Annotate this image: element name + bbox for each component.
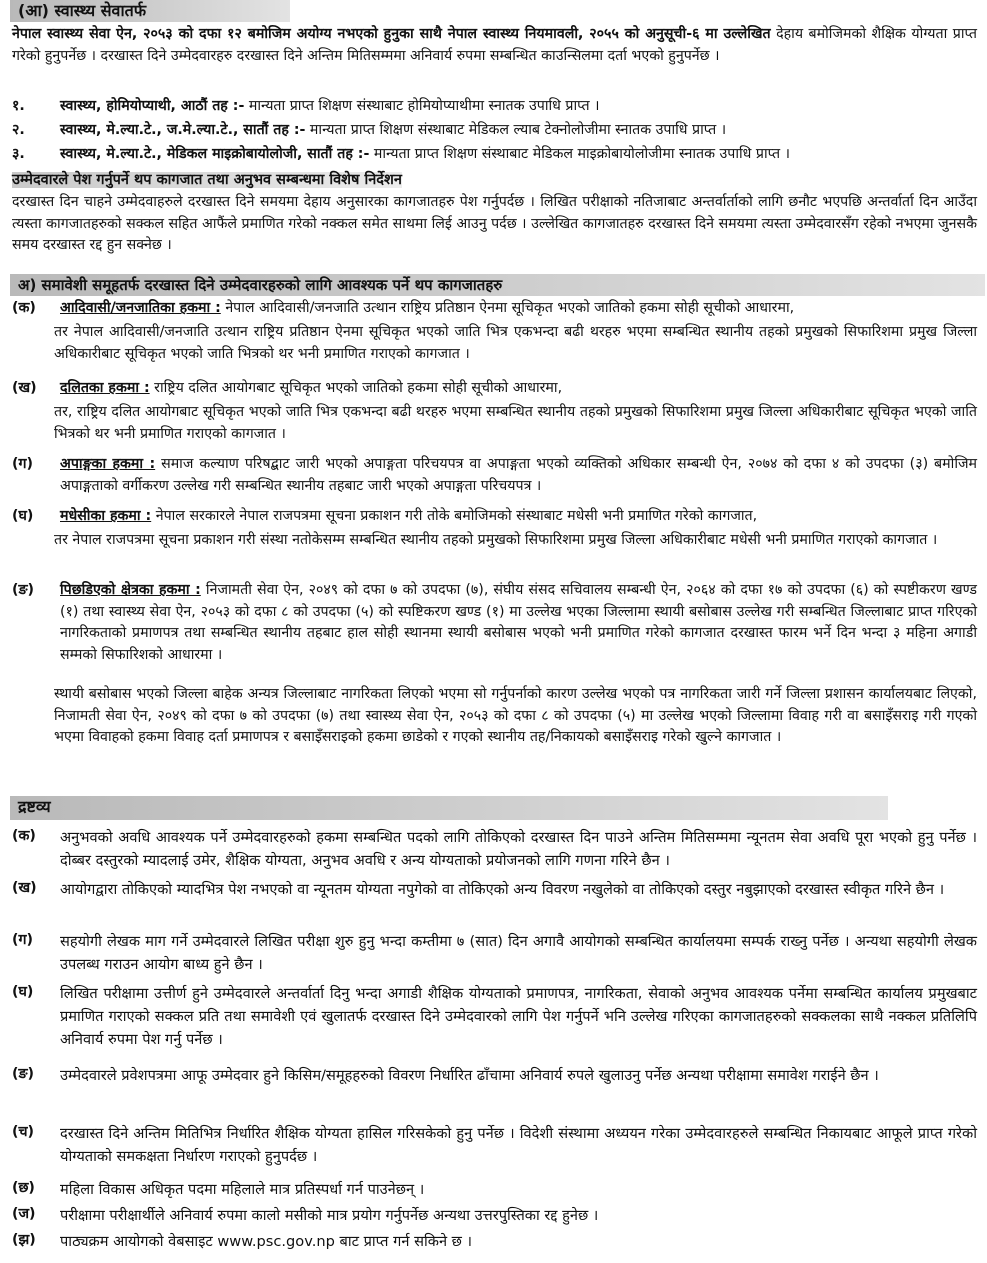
item-number: (ख) <box>12 380 37 396</box>
note-item-ja <box>12 1204 977 1227</box>
intro-bold-text: नेपाल स्वास्थ्य सेवा ऐन, २०५३ को दफा १२ बमोजिम अयोग्य नभएको हुनुका साथै नेपाल स्वास्थ्य नियमावली, २०५५ को अनुसूची-६ मा उल्लेखित <box>12 26 771 42</box>
inclusive-item-nga <box>12 580 977 666</box>
item-label: पिछडिएको क्षेत्रका हकमा : <box>60 582 201 598</box>
item-text: मान्यता प्राप्त शिक्षण संस्थाबाट होमियोप्याथीमा स्नातक उपाधि प्राप्त । <box>248 98 600 114</box>
note-item-gha <box>12 982 977 1051</box>
item-number: १. <box>12 98 25 114</box>
note-text: महिला विकास अधिकृत पदमा महिलाले मात्र प्रतिस्पर्धा गर्न पाउनेछन् । <box>60 1181 425 1198</box>
note-number: (ख) <box>12 880 37 896</box>
inclusive-item-ga <box>12 454 977 497</box>
item-label: मधेसीका हकमा : <box>60 508 152 524</box>
notes-heading: द्रष्टव्य <box>10 796 888 820</box>
qualification-item-2 <box>12 120 977 142</box>
note-text: आयोगद्वारा तोकिएको म्यादभित्र पेश नभएको वा न्यूनतम योग्यता नपुगेको वा तोकिएको अन्य विवरण नखुलेको वा तोकिएको दस्तुर नबुझाएको दरखास्त स्वीकृत गरिने छैन । <box>60 881 945 898</box>
note-text: पाठ्यक्रम आयोगको वेबसाइट www.psc.gov.np बाट प्राप्त गर्न सकिने छ । <box>60 1233 473 1250</box>
note-number: (च) <box>12 1124 34 1140</box>
item-title: स्वास्थ्य, मे.ल्या.टे., मेडिकल माइक्रोबायोलोजी, सातौं तह :- <box>60 146 370 162</box>
item-title: स्वास्थ्य, होमियोप्याथी, आठौं तह :- <box>60 98 245 114</box>
note-text: परीक्षामा परीक्षार्थीले अनिवार्य रुपमा कालो मसीको मात्र प्रयोग गर्नुपर्नेछ अन्यथा उत्तरपुस्तिका रद्द हुनेछ । <box>60 1207 599 1224</box>
note-number: (छ) <box>12 1180 35 1196</box>
inclusive-item-nga-continued: स्थायी बसोबास भएको जिल्ला बाहेक अन्यत्र जिल्लाबाट नागरिकता लिएको भएमा सो गर्नुपर्नाको कारण उल्लेख भएको पत्र नागरिकता जारी गर्ने जिल्ला प्रशासन कार्यालयबाट लिएको, निजामती सेवा ऐन, २०४९ को दफा ७ को उपदफा (७) तथा स्वास्थ्य सेवा ऐन, २०५३ को दफा ८ को उपदफा (५) मा उल्लेख भएको जिल्लामा विवाह गरी वा बसाइँसराइ गरी गएको भएमा विवाहको हकमा विवाह दर्ता प्रमाणपत्र र बसाइँसराइको हकमा छाडेको र गएको स्थानीय तह/निकायको बसाइँसराइ गरेको खुल्ने कागजात । <box>54 686 977 745</box>
item-text: समाज कल्याण परिषद्बाट जारी भएको अपाङ्गता परिचयपत्र वा अपाङ्गता भएको व्यक्तिको अधिकार सम्बन्धी ऐन, २०७४ को दफा ४ को उपदफा (३) बमोजिम अपाङ्गताको वर्गीकरण उल्लेख गरी सम्बन्धित स्थानीय तहबाट जारी भएको अपाङ्गता परिचयपत्र । <box>60 456 978 494</box>
item-title: स्वास्थ्य, मे.ल्या.टे., ज.मे.ल्या.टे., सातौं तह :- <box>60 122 306 138</box>
qualification-item-1 <box>12 96 977 118</box>
item-text: मान्यता प्राप्त शिक्षण संस्थाबाट मेडिकल माइक्रोबायोलोजीमा स्नातक उपाधि प्राप्त । <box>373 146 790 162</box>
item-number: २. <box>12 122 25 138</box>
section-heading-health-service: (आ) स्वास्थ्य सेवातर्फ <box>10 0 290 22</box>
item-label: आदिवासी/जनजातिका हकमा : <box>60 300 221 316</box>
qualification-item-3 <box>12 144 977 166</box>
note-text: सहयोगी लेखक माग गर्ने उम्मेदवारले लिखित परीक्षा शुरु हुनु भन्दा कम्तीमा ७ (सात) दिन अगावै आयोगको सम्बन्धित कार्यालयमा सम्पर्क राख्नु पर्नेछ । अन्यथा सहयोगी लेखक उपलब्ध गराउन आयोग बाध्य हुने छैन । <box>60 933 977 973</box>
note-text: लिखित परीक्षामा उत्तीर्ण हुने उम्मेदवारले अन्तर्वार्ता दिनु भन्दा अगाडी शैक्षिक योग्यताको प्रमाणपत्र, नागरिकता, सेवाको अनुभव आवश्यक पर्नेमा सम्बन्धित कार्यालय प्रमुखबाट प्रमाणित गराएको सक्कल प्रति तथा समावेशी एवं खुलातर्फ दरखास्त दिने उम्मेदवारको लागि पेश गर्नुपर्ने भनि उल्लेख गरिएका कागजातहरुको सक्कलका साथै नक्कल प्रतिलिपि अनिवार्य रुपमा पेश गर्नु पर्नेछ । <box>60 985 977 1048</box>
inclusive-item-gha <box>12 506 977 528</box>
item-number: (घ) <box>12 508 34 524</box>
item-text: नेपाल सरकारले नेपाल राजपत्रमा सूचना प्रकाशन गरी तोके बमोजिमको संस्थाबाट मधेसी भनी प्रमाणित गरेको कागजात, <box>155 508 758 524</box>
note-number: (घ) <box>12 984 34 1000</box>
item-number: (ङ) <box>12 582 35 598</box>
intro-rest-text: देहाय बमोजिमको शैक्षिक योग्यता प्राप्त गरेको हुनुपर्नेछ । दरखास्त दिने उम्मेदवारहरु दरखास्त दिने अन्तिम मितिसम्ममा अनिवार्य रुपमा सम्बन्धित काउन्सिलमा दर्ता भएको हुनुपर्नेछ । <box>12 26 977 64</box>
note-text: अनुभवको अवधि आवश्यक पर्ने उम्मेदवारहरुको हकमा सम्बन्धित पदको लागि तोकिएको दरखास्त दिन पाउने अन्तिम मितिसम्ममा न्यूनतम सेवा अवधि पूरा भएको हुनु पर्नेछ । दोब्बर दस्तुरको म्यादलाई उमेर, शैक्षिक योग्यता, अनुभव अवधि र अन्य योग्यताको प्रयोजनको लागि गणना गरिने छैन । <box>60 829 977 869</box>
note-item-chha <box>12 1178 977 1201</box>
inclusive-item-kha-continued: तर, राष्ट्रिय दलित आयोगबाट सूचिकृत भएको जाति भित्र एकभन्दा बढी थरहरु भएमा सम्बन्धित स्थानीय तहको प्रमुखको सिफारिशमा प्रमुख जिल्ला अधिकारीबाट सूचिकृत भएको जाति भित्रको थर भनी प्रमाणित गराएको कागजात । <box>54 404 977 442</box>
inclusive-item-gha-continued: तर नेपाल राजपत्रमा सूचना प्रकाशन गरी संस्था नतोकेसम्म सम्बन्धित स्थानीय तहको प्रमुखको सिफारिशमा प्रमुख जिल्ला अधिकारीबाट मधेसी भनी प्रमाणित गराएको कागजात । <box>54 532 938 548</box>
documents-instruction-heading: उम्मेदवारले पेश गर्नुपर्ने थप कागजात तथा अनुभव सम्बन्धमा विशेष निर्देशन <box>12 172 402 188</box>
note-item-ka <box>12 826 977 872</box>
note-number: (ग) <box>12 932 33 948</box>
note-item-nga <box>12 1064 977 1087</box>
note-number: (ज) <box>12 1206 36 1222</box>
item-label: अपाङ्गका हकमा : <box>60 456 156 472</box>
item-text: मान्यता प्राप्त शिक्षण संस्थाबाट मेडिकल ल्याब टेक्नोलोजीमा स्नातक उपाधि प्राप्त । <box>309 122 727 138</box>
note-number: (झ) <box>12 1232 36 1248</box>
item-number: ३. <box>12 146 25 162</box>
note-text: दरखास्त दिने अन्तिम मितिभित्र निर्धारित शैक्षिक योग्यता हासिल गरिसकेको हुनु पर्नेछ । विदेशी संस्थामा अध्ययन गरेका उम्मेदवारहरुले सम्बन्धित निकायबाट आफूले प्राप्त गरेको योग्यताको समकक्षता निर्धारण गराएको हुनुपर्दछ । <box>60 1125 977 1165</box>
inclusive-group-heading: अ) समावेशी समूहतर्फ दरखास्त दिने उम्मेदवारहरुको लागि आवश्यक पर्ने थप कागजातहरु <box>10 274 985 296</box>
inclusive-item-ka <box>12 298 977 320</box>
inclusive-item-kha <box>12 378 977 400</box>
note-item-ga <box>12 930 977 976</box>
note-item-jha <box>12 1230 977 1253</box>
health-service-intro <box>12 24 977 67</box>
note-text: उम्मेदवारले प्रवेशपत्रमा आफू उम्मेदवार हुने किसिम/समूहहरुको विवरण निर्धारित ढाँचामा अनिवार्य रुपले खुलाउनु पर्नेछ अन्यथा परीक्षामा समावेश गराईने छैन । <box>60 1067 879 1084</box>
note-item-kha <box>12 878 977 901</box>
note-number: (क) <box>12 828 36 844</box>
note-item-cha <box>12 1122 977 1168</box>
note-number: (ङ) <box>12 1066 35 1082</box>
inclusive-item-ka-continued: तर नेपाल आदिवासी/जनजाति उत्थान राष्ट्रिय प्रतिष्ठान ऐनमा सूचिकृत भएको जाति भित्र एकभन्दा बढी थरहरु भएमा सम्बन्धित स्थानीय तहको प्रमुखको सिफारिशमा प्रमुख जिल्ला अधिकारीबाट सूचिकृत भएको जाति भित्रको थर भनी प्रमाणित गराएको कागजात । <box>54 324 977 362</box>
item-text: राष्ट्रिय दलित आयोगबाट सूचिकृत भएको जातिको हकमा सोही सूचीको आधारमा, <box>154 380 563 396</box>
item-text: नेपाल आदिवासी/जनजाति उत्थान राष्ट्रिय प्रतिष्ठान ऐनमा सूचिकृत भएको जातिको हकमा सोही सूचीको आधारमा, <box>225 300 795 316</box>
item-text: निजामती सेवा ऐन, २०४९ को दफा ७ को उपदफा (७), संघीय संसद सचिवालय सम्बन्धी ऐन, २०६४ को दफा १७ को उपदफा (६) को स्पष्टीकरण खण्ड (१) तथा स्वास्थ्य सेवा ऐन, २०५३ को दफा ८ को उपदफा (५) को स्पष्टिकरण खण्ड (१) मा उल्लेख भएका जिल्लामा स्थायी बसोबास उल्लेख गरी सम्बन्धित जिल्लाबाट प्राप्त गरिएको नागरिकताको प्रमाणपत्र तथा सम्बन्धित स्थानीय तहबाट हाल सोही स्थानमा स्थायी बसोबास भएको भनी प्रमाणित गरेको कागजात दरखास्त फारम भर्ने दिन भन्दा ३ महिना अगाडी सम्मको सिफारिशको आधारमा । <box>60 582 977 663</box>
item-number: (ग) <box>12 456 33 472</box>
item-label: दलितका हकमा : <box>60 380 150 396</box>
documents-instruction-text: दरखास्त दिन चाहने उम्मेदवाहरुले दरखास्त दिने समयमा देहाय अनुसारका कागजातहरु पेश गर्नुपर्दछ । लिखित परीक्षाको नतिजाबाट अन्तर्वार्ताको लागि छनौट भएपछि अन्तर्वार्ता दिन आउँदा त्यस्ता कागजातहरुको सक्कल सहित आफैंले प्रमाणित गरेको नक्कल समेत साथमा लिई आउनु पर्दछ । उल्लेखित कागजातहरु दरखास्त दिने समयमा त्यस्ता उम्मेदवारसँग रहेको नभएमा जुनसकै समय दरखास्त रद्द हुन सक्नेछ । <box>12 194 977 253</box>
item-number: (क) <box>12 300 36 316</box>
